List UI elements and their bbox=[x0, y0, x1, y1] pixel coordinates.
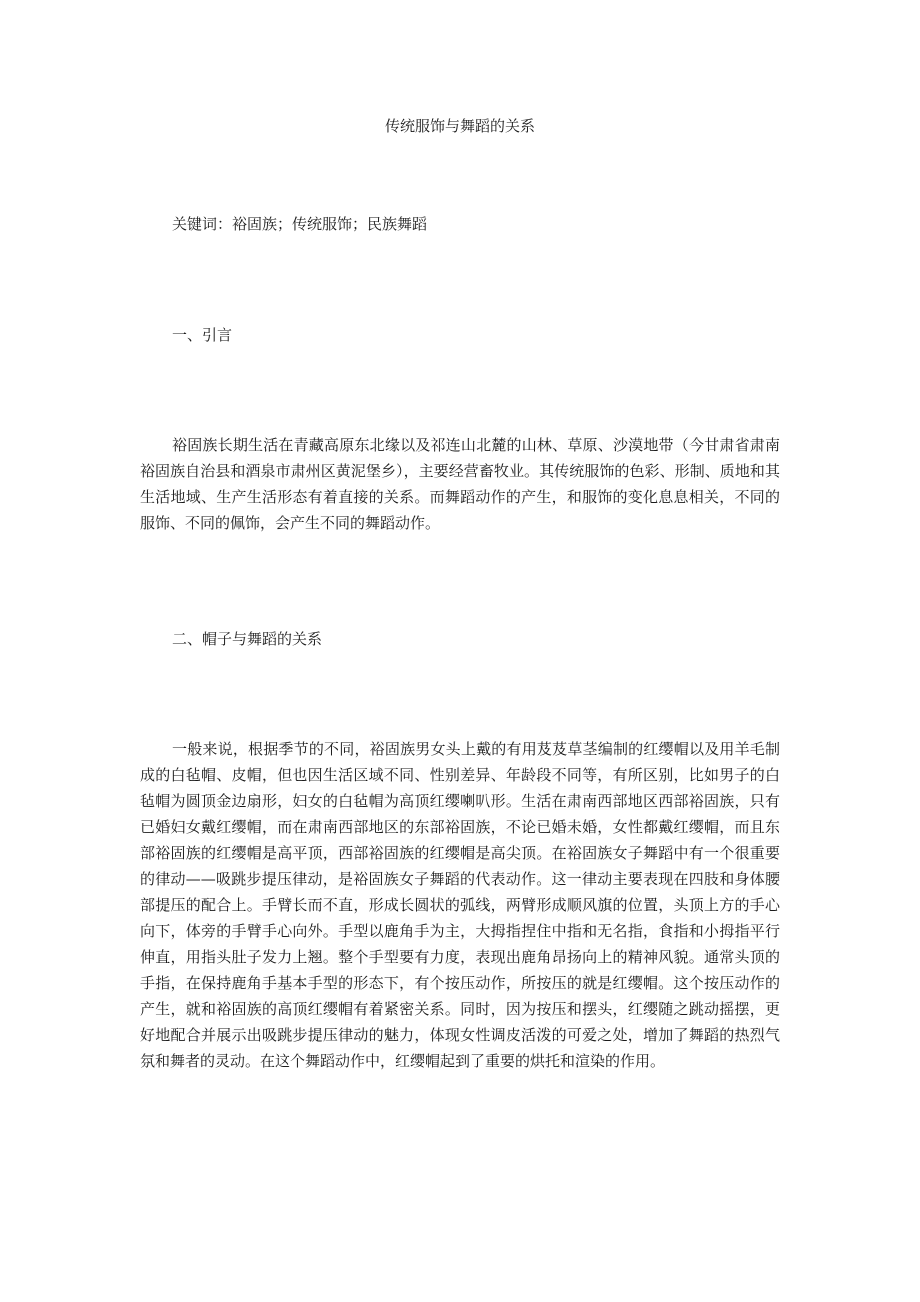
paragraph-hats-and-dance: 一般来说，根据季节的不同，裕固族男女头上戴的有用芨芨草茎编制的红缨帽以及用羊毛制成的白毡帽、皮帽，但也因生活区域不同、性别差异、年龄段不同等，有所区别，比如男子的白毡帽为圆顶金边扇形，妇女的白毡帽为高顶红缨喇叭形。生活在肃南西部地区西部裕固族，只有已婚妇女戴红缨帽，而在肃南西部地区的东部裕固族，不论已婚未婚，女性都戴红缨帽，而且东部裕固族的红缨帽是高平顶，西部裕固族的红缨帽是高尖顶。在裕固族女子舞蹈中有一个很重要的律动——吸跳步提压律动，是裕固族女子舞蹈的代表动作。这一律动主要表现在四肢和身体腰部提压的配合上。手臂长而不直，形成长圆状的弧线，两臂形成顺风旗的位置，头顶上方的手心向下，体旁的手臂手心向外。手型以鹿角手为主，大拇指捏住中指和无名指，食指和小拇指平行伸直，用指头肚子发力上翘。整个手型要有力度，表现出鹿角昂扬向上的精神风貌。通常头顶的手指，在保持鹿角手基本手型的形态下，有个按压动作，所按压的就是红缨帽。这个按压动作的产生，就和裕固族的高顶红缨帽有着紧密关系。同时，因为按压和摆头，红缨随之跳动摇摆，更好地配合并展示出吸跳步提压律动的魅力，体现女性调皮活泼的可爱之处，增加了舞蹈的热烈气氛和舞者的灵动。在这个舞蹈动作中，红缨帽起到了重要的烘托和渲染的作用。 bbox=[140, 740, 780, 1070]
keywords-line: 关键词：裕固族；传统服饰；民族舞蹈 bbox=[172, 215, 428, 233]
section-heading-hats-and-dance: 二、帽子与舞蹈的关系 bbox=[172, 630, 323, 648]
section-heading-introduction: 一、引言 bbox=[172, 326, 233, 344]
paragraph-introduction: 裕固族长期生活在青藏高原东北缘以及祁连山北麓的山林、草原、沙漠地带（今甘肃省肃南裕固族自治县和酒泉市肃州区黄泥堡乡），主要经营畜牧业。其传统服饰的色彩、形制、质地和其生活地域、生产生活形态有着直接的关系。而舞蹈动作的产生，和服饰的变化息息相关，不同的服饰、不同的佩饰，会产生不同的舞蹈动作。 bbox=[140, 436, 780, 532]
document-title: 传统服饰与舞蹈的关系 bbox=[384, 117, 535, 135]
